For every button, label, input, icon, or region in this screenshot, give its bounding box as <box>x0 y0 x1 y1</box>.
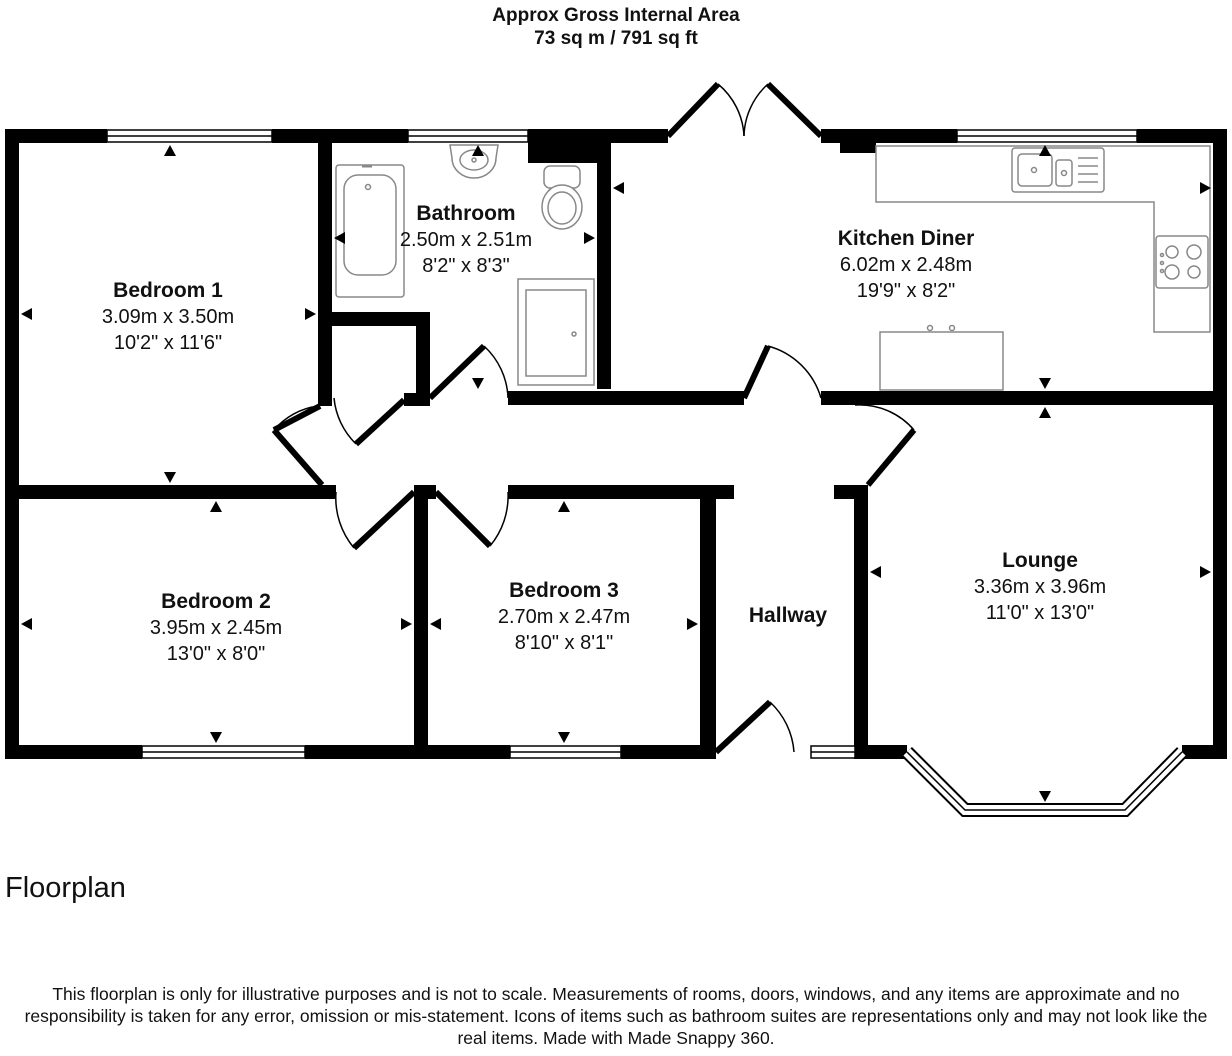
disclaimer-text: This floorplan is only for illustrative purposes and is not to scale. Measurements of rooms, doors, windows, and any items are approximate and no responsibility is taken for any error, omission or mis-statement. Icons of items such as bathroom suites are representations only and may not look like the real items. Made with Made Snappy 360. <box>24 984 1208 1048</box>
room-name: Kitchen Diner <box>837 227 975 250</box>
room-dim-metric: 3.36m x 3.96m <box>973 576 1107 598</box>
toilet-icon <box>542 166 582 229</box>
room-dim-metric: 3.09m x 3.50m <box>101 306 235 328</box>
room-lounge <box>974 549 1106 624</box>
room-dim-imperial: 19'9" x 8'2" <box>856 280 956 302</box>
plan-title: Floorplan <box>5 872 126 904</box>
room-dim-imperial: 10'2" x 11'6" <box>113 332 223 354</box>
room-name: Bedroom 3 <box>509 579 619 602</box>
room-name: Lounge <box>1002 549 1078 572</box>
room-bedroom-3 <box>498 579 630 654</box>
room-hallway <box>749 604 828 627</box>
area-value: 73 sq m / 791 sq ft <box>534 28 698 49</box>
room-dim-imperial: 13'0" x 8'0" <box>166 643 266 665</box>
room-bedroom-2 <box>150 590 282 665</box>
room-dim-imperial: 11'0" x 13'0" <box>985 602 1095 624</box>
hob-icon <box>1156 236 1208 288</box>
room-dim-metric: 6.02m x 2.48m <box>839 254 973 276</box>
kitchen-unit <box>880 332 1003 390</box>
room-bathroom <box>400 202 532 277</box>
room-dim-metric: 2.50m x 2.51m <box>399 229 533 251</box>
room-kitchen-diner <box>838 227 975 302</box>
room-name: Bedroom 2 <box>161 590 271 613</box>
room-name: Hallway <box>748 604 828 627</box>
area-title: Approx Gross Internal Area <box>492 5 740 26</box>
room-dim-imperial: 8'2" x 8'3" <box>422 255 510 277</box>
room-dim-imperial: 8'10" x 8'1" <box>514 632 614 654</box>
room-name: Bedroom 1 <box>113 279 223 302</box>
bay-window <box>907 752 1182 810</box>
room-dim-metric: 2.70m x 2.47m <box>497 606 631 628</box>
kitchen-sink-icon <box>1012 148 1104 192</box>
room-name: Bathroom <box>416 202 516 225</box>
room-bedroom-1 <box>102 279 234 354</box>
room-dim-metric: 3.95m x 2.45m <box>149 617 283 639</box>
dimension-arrows <box>21 145 1211 802</box>
